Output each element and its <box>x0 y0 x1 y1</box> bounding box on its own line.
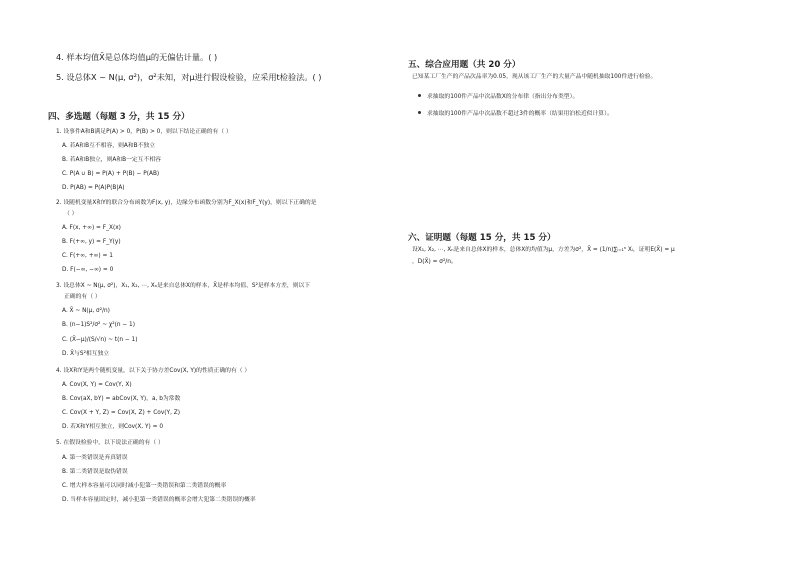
question-1-option-b: B. 若A和B独立，则A和B一定互不相容 <box>62 157 161 163</box>
question-3-option-b: B. (n−1)S²/σ² ~ χ²(n − 1) <box>62 322 136 328</box>
question-3-option-a: A. X̄ ~ N(μ, σ²/n) <box>62 308 110 314</box>
question-3-option-c: C. (X̄−μ)/(S/√n) ~ t(n − 1) <box>62 337 138 343</box>
section-5-intro: 已知某工厂生产的产品次品率为0.05，现从该工厂生产的大量产品中随机抽取100件进行检验。 <box>412 74 657 80</box>
question-4-option-a: A. Cov(X, Y) = Cov(Y, X) <box>62 382 132 388</box>
question-2-stem: 2. 设随机变量X和Y的联合分布函数为F(x, y)，边缘分布函数分别为F_X(x)和F_Y(y)，则以下正确的是 <box>56 200 317 206</box>
question-3-stem-cont: 正确的有（ ） <box>64 294 101 300</box>
section-6-text-line-2: ，D(X̄) = σ²/n。 <box>412 259 457 265</box>
question-4-option-b: B. Cov(aX, bY) = abCov(X, Y)，a, b为常数 <box>62 396 181 402</box>
bullet-dot <box>418 94 421 97</box>
section-6-text-line-1: 设X₁, X₂, ⋯, Xₙ是来自总体X的样本，总体X的均值为μ，方差为σ²，X̄ = (1/n)∑ᵢ₌₁ⁿ Xᵢ，证明E(X̄) = μ <box>412 247 675 253</box>
question-2-option-b: B. F(+∞, y) = F_Y(y) <box>62 239 121 245</box>
question-5-option-d: D. 当样本容量固定时，减小犯第一类错误的概率会增大犯第二类错误的概率 <box>62 497 256 503</box>
question-2-option-d: D. F(−∞, −∞) = 0 <box>62 267 114 273</box>
bullet-dot <box>418 111 421 114</box>
question-1-option-c: C. P(A ∪ B) = P(A) + P(B) − P(AB) <box>62 171 160 177</box>
question-5-option-c: C. 增大样本容量可以同时减小犯第一类错误和第二类错误的概率 <box>62 483 227 489</box>
section-5-bullet-1-text: 求抽取的100件产品中次品数X的分布律（指出分布类型）。 <box>427 94 579 100</box>
question-2-stem-cont: （ ） <box>64 211 78 217</box>
question-2-option-a: A. F(x, +∞) = F_X(x) <box>62 225 121 231</box>
true-false-item-4: 4. 样本均值X̄是总体均值μ的无偏估计量。( ) <box>56 52 218 62</box>
question-1-stem: 1. 设事件A和B满足P(A) > 0，P(B) > 0，则以下结论正确的有（ ） <box>56 129 232 135</box>
question-4-option-d: D. 若X和Y相互独立，则Cov(X, Y) = 0 <box>62 424 164 430</box>
question-4-option-c: C. Cov(X + Y, Z) = Cov(X, Z) + Cov(Y, Z) <box>62 410 180 416</box>
question-1-option-a: A. 若A和B互不相容，则A和B不独立 <box>62 143 155 149</box>
true-false-item-5: 5. 设总体X ~ N(μ, σ²)，σ²未知，对μ进行假设检验，应采用t检验法。( ) <box>56 72 322 82</box>
question-5-option-b: B. 第二类错误是取伪错误 <box>62 469 128 475</box>
question-1-option-d: D. P(AB) = P(A)P(B|A) <box>62 185 125 191</box>
question-3-option-d: D. X̄与S²相互独立 <box>62 351 110 357</box>
section-5-bullet-2 <box>418 108 613 117</box>
section-5-bullet-2-text: 求抽取的100件产品中次品数不超过3件的概率（结果用泊松近似计算）。 <box>427 111 613 117</box>
question-2-option-c: C. F(+∞, +∞) = 1 <box>62 253 113 259</box>
question-5-stem: 5. 在假设检验中，以下说法正确的有（ ） <box>56 440 164 446</box>
question-3-stem: 3. 设总体X ~ N(μ, σ²)，X₁, X₂, ⋯, Xₙ是来自总体X的样本，X̄是样本均值，S²是样本方差，则以下 <box>56 283 311 289</box>
section-5-bullet-1 <box>418 91 578 100</box>
question-5-option-a: A. 第一类错误是弃真错误 <box>62 455 128 461</box>
question-4-stem: 4. 设X和Y是两个随机变量，以下关于协方差Cov(X, Y)的性质正确的有（ ） <box>56 368 251 374</box>
section-6-title: 六、证明题（每题 15 分，共 15 分） <box>408 233 556 243</box>
section-4-title: 四、多选题（每题 3 分，共 15 分） <box>48 112 190 122</box>
section-5-title: 五、综合应用题（共 20 分） <box>408 60 521 70</box>
